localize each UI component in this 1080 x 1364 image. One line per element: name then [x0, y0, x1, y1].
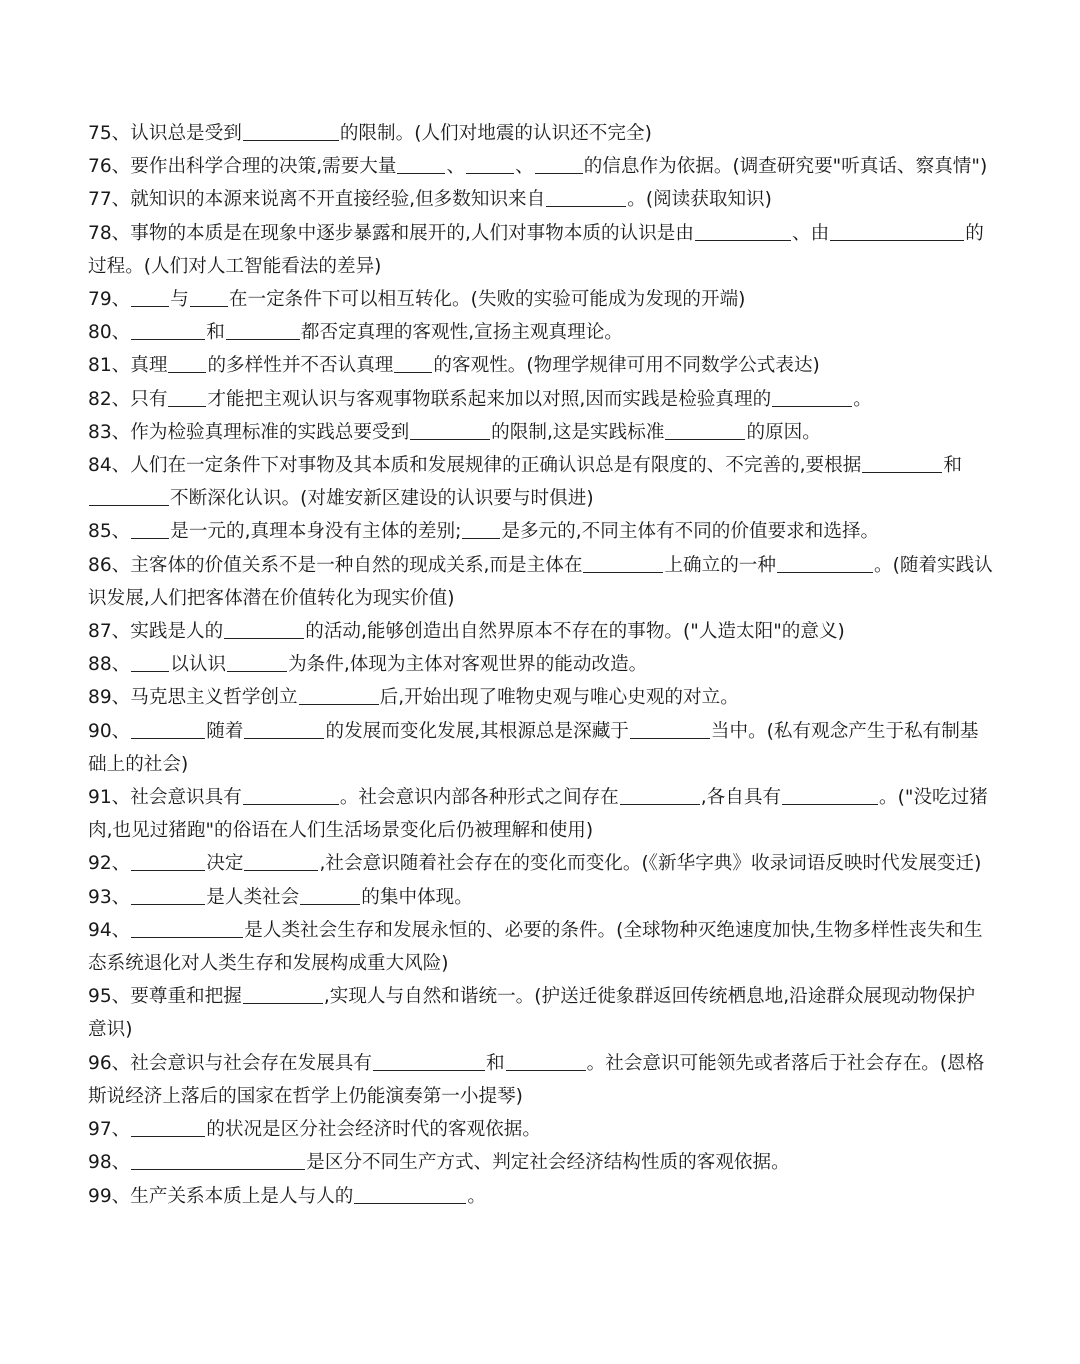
question-94: 94、 是人类社会生存和发展永恒的、必要的条件。(全球物种灭绝速度加快,生物多样性丧失和生态系统退化对人类生存和发展构成重大风险): [88, 919, 983, 975]
answer-blank: [131, 919, 243, 938]
answer-blank: [131, 720, 205, 739]
question-81: 81、真理 的多样性并不否认真理 的客观性。(物理学规律可用不同数学公式表达): [88, 355, 820, 377]
answer-blank: [131, 520, 169, 539]
question-80: 80、 和 都否定真理的客观性,宣扬主观真理论。: [88, 322, 623, 344]
answer-blank: [131, 1151, 305, 1170]
question-list: [88, 117, 993, 1213]
answer-blank: [131, 653, 169, 672]
answer-blank: [243, 985, 323, 1004]
question-84: 84、人们在一定条件下对事物及其本质和发展规律的正确认识总是有限度的、不完善的,要根据 和不断深化认识。(对雄安新区建设的认识要与时俱进): [88, 455, 962, 510]
answer-blank: [224, 620, 304, 639]
answer-blank: [131, 886, 205, 905]
answer-blank: [226, 321, 300, 340]
question-88: 88、 以认识 为条件,体现为主体对客观世界的能动改造。: [88, 654, 648, 676]
answer-blank: [397, 155, 445, 174]
answer-blank: [373, 1052, 485, 1071]
answer-blank: [546, 188, 626, 207]
answer-blank: [782, 786, 878, 805]
answer-blank: [462, 520, 500, 539]
answer-blank: [89, 487, 169, 506]
answer-blank: [777, 554, 873, 573]
question-89: 89、马克思主义哲学创立 后,开始出现了唯物史观与唯心史观的对立。: [88, 687, 739, 709]
answer-blank: [506, 1052, 586, 1071]
question-98: 98、 是区分不同生产方式、判定社会经济结构性质的客观依据。: [88, 1152, 790, 1174]
question-93: 93、 是人类社会 的集中体现。: [88, 886, 473, 908]
question-90: 90、 随着 的发展而变化发展,其根源总是深藏于 当中。(私有观念产生于私有制基础上的社会): [88, 720, 979, 775]
answer-blank: [168, 388, 206, 407]
question-79: 79、 与 在一定条件下可以相互转化。(失败的实验可能成为发现的开端): [88, 289, 746, 311]
question-83: 83、作为检验真理标准的实践总要受到 的限制,这是实践标准 的原因。: [88, 421, 821, 443]
answer-blank: [620, 786, 700, 805]
answer-blank: [300, 886, 360, 905]
answer-blank: [131, 852, 205, 871]
question-92: 92、 决定 ,社会意识随着社会存在的变化而变化。(《新华字典》收录词语反映时代发展变迁): [88, 853, 982, 875]
question-85: 85、 是一元的,真理本身没有主体的差别; 是多元的,不同主体有不同的价值要求和选择。: [88, 521, 880, 543]
question-78: 78、事物的本质是在现象中逐步暴露和展开的,人们对事物本质的认识是由 、由 的过程。(人们对人工智能看法的差异): [88, 222, 984, 277]
question-86: 86、主客体的价值关系不是一种自然的现成关系,而是主体在 上确立的一种 。(随着实践认识发展,人们把客体潜在价值转化为现实价值): [88, 554, 993, 609]
answer-blank: [168, 354, 206, 373]
answer-blank: [695, 222, 791, 241]
answer-blank: [244, 852, 318, 871]
answer-blank: [131, 1118, 205, 1137]
answer-blank: [190, 288, 228, 307]
answer-blank: [830, 222, 964, 241]
answer-blank: [131, 288, 169, 307]
question-77: 77、就知识的本源来说离不开直接经验,但多数知识来自 。(阅读获取知识): [88, 189, 772, 211]
question-76: 76、要作出科学合理的决策,需要大量 、 、 的信息作为依据。(调查研究要"听真话、察真情"): [88, 156, 988, 178]
answer-blank: [466, 155, 514, 174]
answer-blank: [243, 786, 339, 805]
question-99: 99、生产关系本质上是人与人的 。: [88, 1185, 486, 1207]
answer-blank: [227, 653, 287, 672]
answer-blank: [665, 421, 745, 440]
answer-blank: [772, 388, 852, 407]
question-82: 82、只有 才能把主观认识与客观事物联系起来加以对照,因而实践是检验真理的 。: [88, 388, 872, 410]
question-75: 75、认识总是受到 的限制。(人们对地震的认识还不完全): [88, 123, 652, 144]
answer-blank: [354, 1185, 466, 1204]
question-96: 96、社会意识与社会存在发展具有 和 。社会意识可能领先或者落后于社会存在。(恩格斯说经济上落后的国家在哲学上仍能演奏第一小提琴): [88, 1052, 985, 1107]
answer-blank: [394, 354, 432, 373]
answer-blank: [299, 686, 379, 705]
answer-blank: [244, 720, 324, 739]
question-87: 87、实践是人的 的活动,能够创造出自然界原本不存在的事物。("人造太阳"的意义): [88, 621, 845, 643]
question-91: 91、社会意识具有 。社会意识内部各种形式之间存在 ,各自具有 。("没吃过猪肉,也见过猪跑"的俗语在人们生活场景变化后仍被理解和使用): [88, 787, 988, 842]
answer-blank: [410, 421, 490, 440]
answer-blank: [535, 155, 583, 174]
answer-blank: [630, 720, 710, 739]
answer-blank: [243, 122, 339, 141]
answer-blank: [131, 321, 205, 340]
answer-blank: [583, 554, 663, 573]
question-95: 95、要尊重和把握 ,实现人与自然和谐统一。(护送迁徙象群返回传统栖息地,沿途群众展现动物保护意识): [88, 986, 976, 1041]
answer-blank: [862, 454, 942, 473]
question-97: 97、 的状况是区分社会经济时代的客观依据。: [88, 1119, 541, 1141]
